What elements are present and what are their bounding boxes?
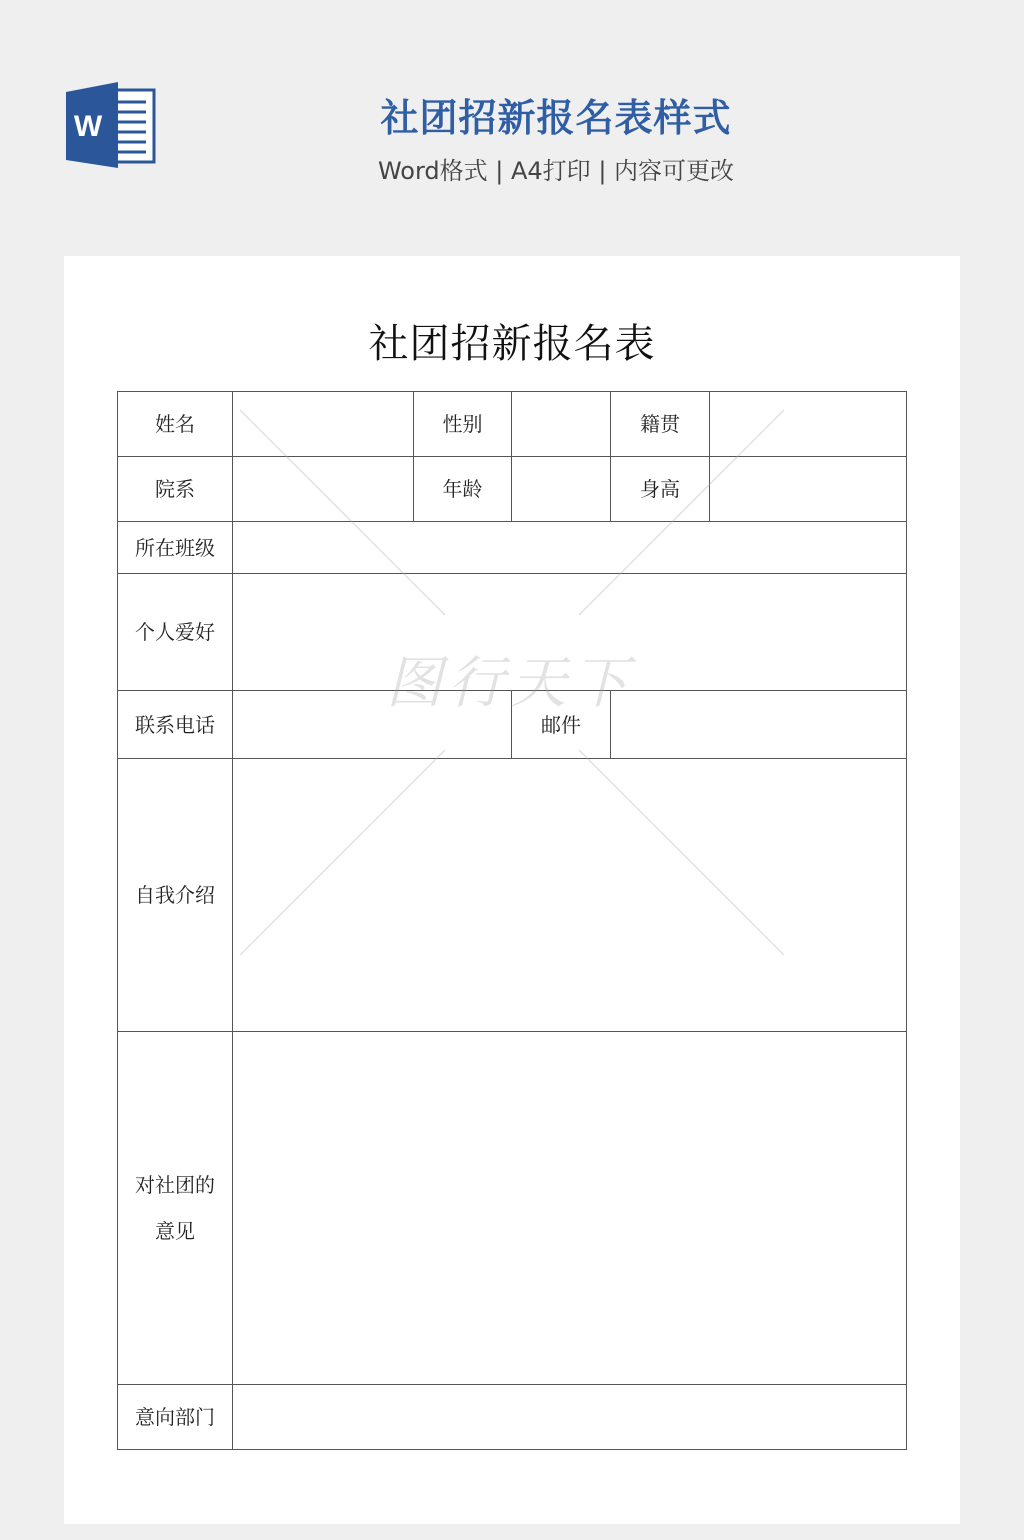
label-native-place: 籍贯 (611, 392, 710, 457)
opinion-field[interactable] (233, 1032, 906, 1385)
label-opinion: 对社团的 意见 (118, 1032, 233, 1385)
hobbies-field[interactable] (233, 574, 906, 691)
department-field[interactable] (233, 457, 414, 522)
label-name: 姓名 (118, 392, 233, 457)
registration-form-table (117, 391, 907, 1450)
page-title: 社团招新报名表样式 (380, 96, 732, 140)
label-height: 身高 (611, 457, 710, 522)
label-department: 院系 (118, 457, 233, 522)
watermark-text: 图行天下 (386, 651, 634, 716)
gender-field[interactable] (512, 392, 611, 457)
height-field[interactable] (710, 457, 906, 522)
page-subtitle: Word格式 | A4打印 | 内容可更改 (377, 157, 735, 185)
label-gender: 性别 (414, 392, 512, 457)
label-age: 年龄 (414, 457, 512, 522)
intended-dept-field[interactable] (233, 1385, 906, 1449)
name-field[interactable] (233, 392, 414, 457)
word-icon-letter: W (73, 110, 103, 143)
label-self-intro: 自我介绍 (118, 759, 233, 1032)
label-hobbies: 个人爱好 (118, 574, 233, 691)
label-phone: 联系电话 (118, 691, 233, 759)
word-document-icon (66, 82, 156, 168)
age-field[interactable] (512, 457, 611, 522)
label-intended-dept: 意向部门 (118, 1385, 233, 1449)
document-title: 社团招新报名表 (368, 321, 656, 367)
phone-field[interactable] (233, 691, 512, 759)
label-class: 所在班级 (118, 522, 233, 574)
label-email: 邮件 (512, 691, 611, 759)
email-field[interactable] (611, 691, 906, 759)
native-place-field[interactable] (710, 392, 906, 457)
class-field[interactable] (233, 522, 906, 574)
self-intro-field[interactable] (233, 759, 906, 1032)
